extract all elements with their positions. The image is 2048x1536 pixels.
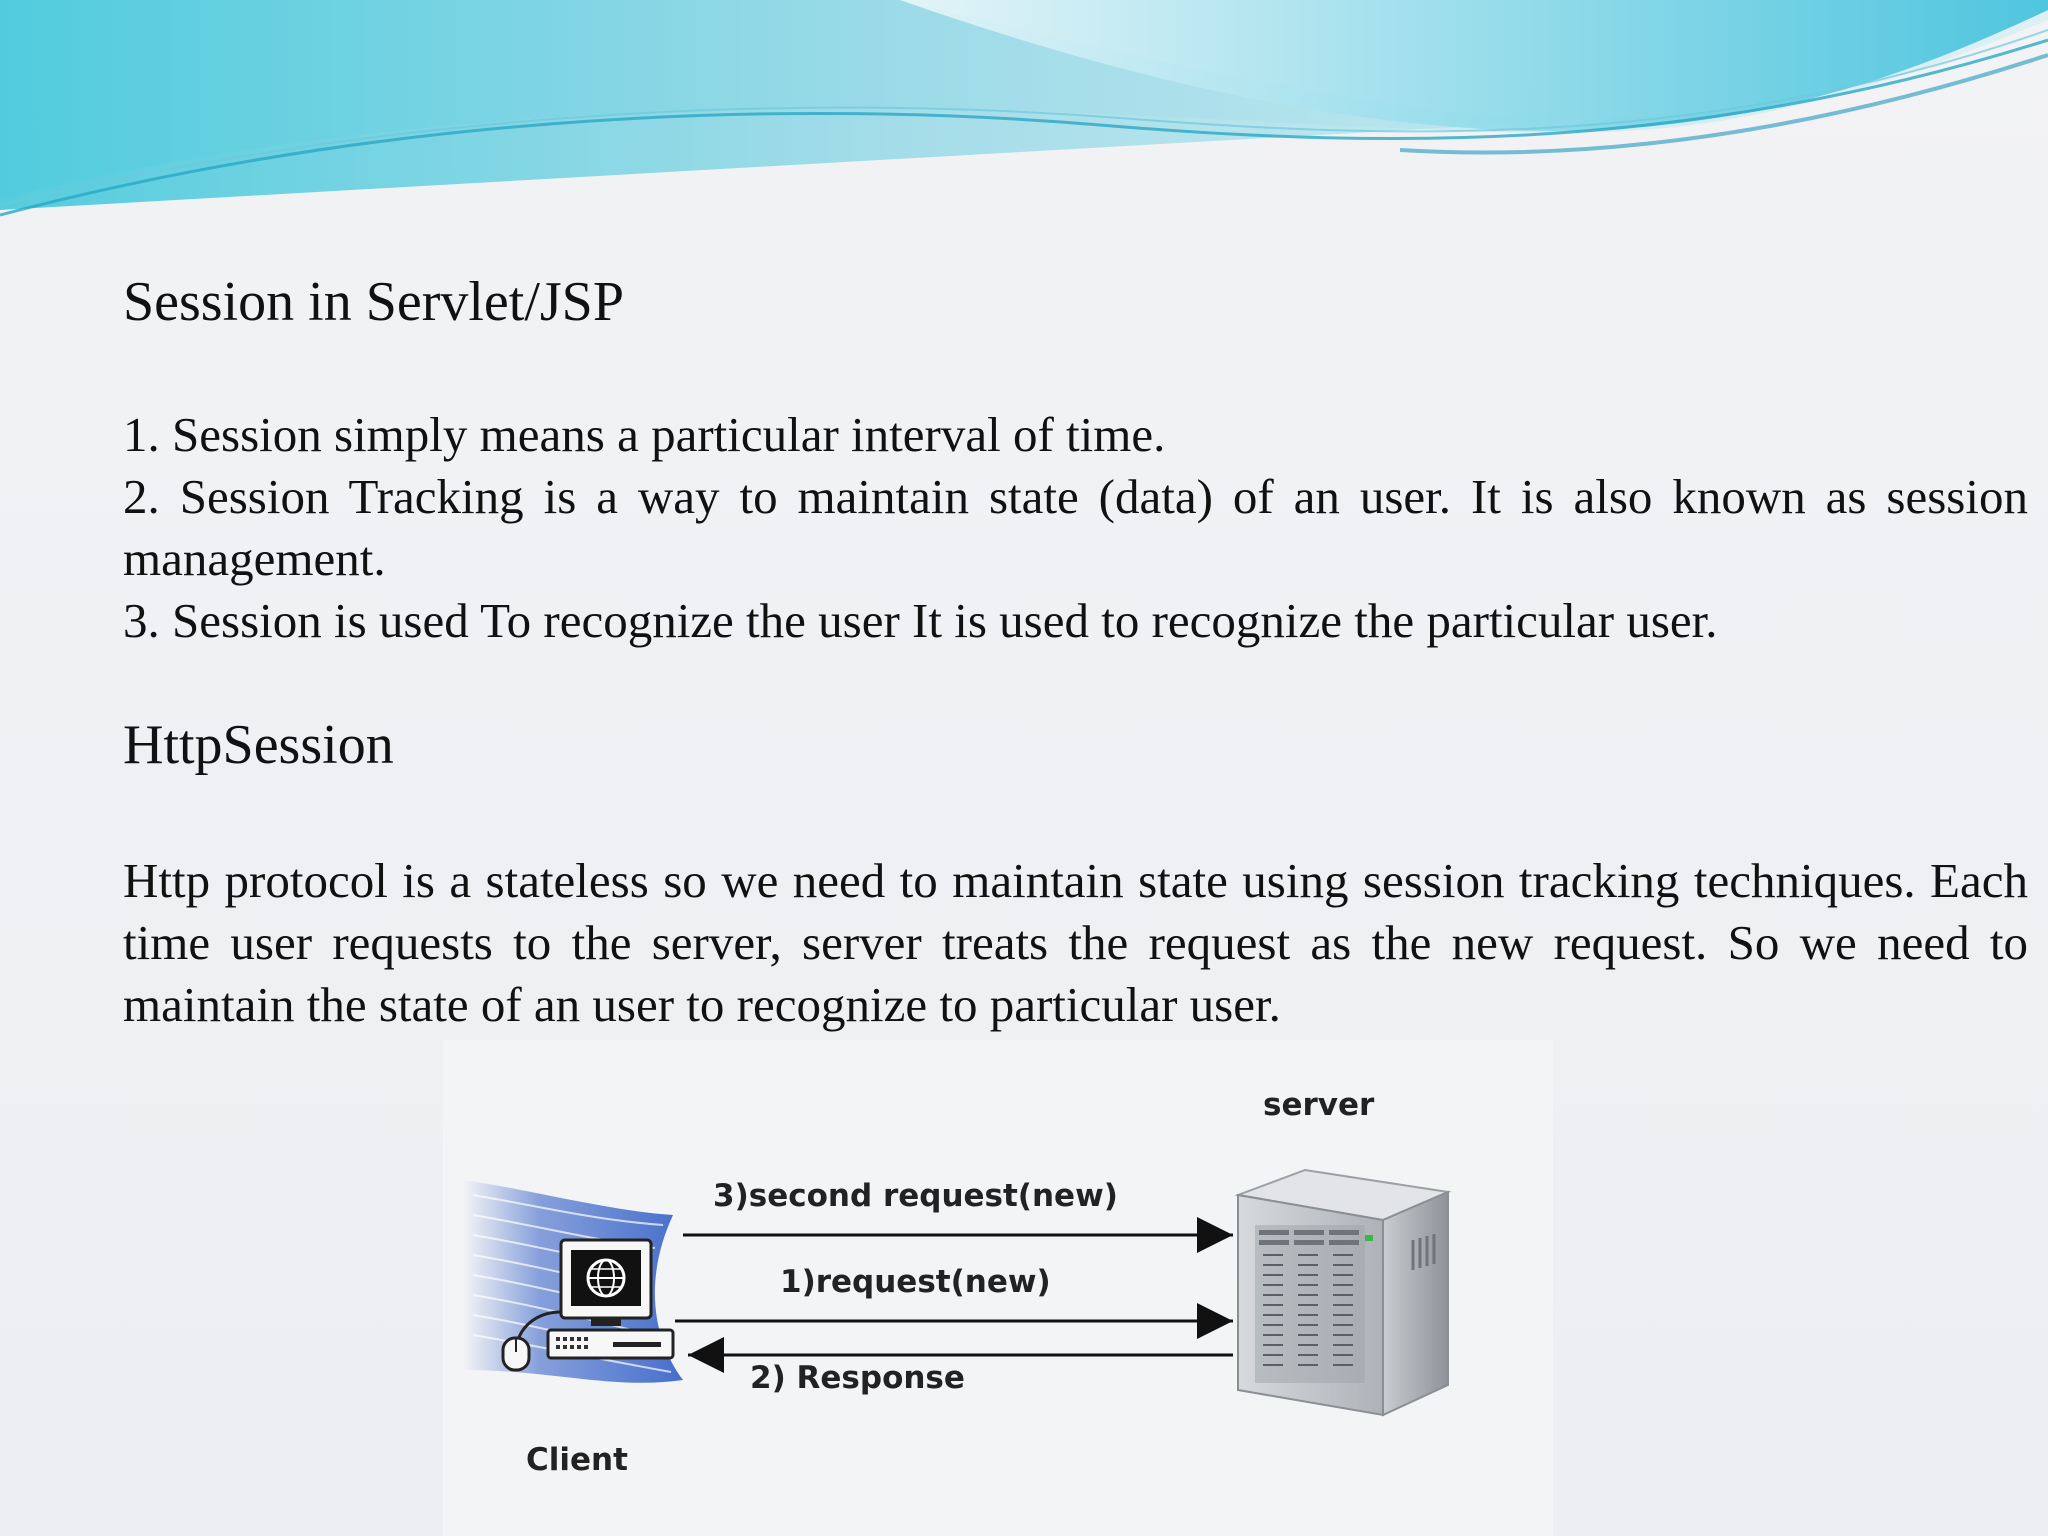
arrow-second-request-label: 3)second request(new)	[713, 1178, 1118, 1214]
point-3: 3. Session is used To recognize the user It is used to recognize the particular user.	[123, 593, 1718, 648]
point-1: 1. Session simply means a particular interval of time.	[123, 407, 1166, 462]
session-diagram	[443, 1040, 1553, 1536]
paragraph: Http protocol is a stateless so we need to maintain state using session tracking techniques. Each time user requests to the server, server treats the request as the new request. So we need to maintain the state of an user to recognize to particular user.	[123, 853, 2028, 1032]
slide-title: Session in Servlet/JSP	[123, 271, 624, 333]
server-label: server	[1263, 1087, 1375, 1123]
point-2: 2. Session Tracking is a way to maintain state (data) of an user. It is also known as session management.	[123, 469, 2028, 586]
server-tower-icon	[1238, 1170, 1448, 1415]
client-label: Client	[526, 1442, 628, 1478]
subheading: HttpSession	[123, 714, 394, 776]
header-wave-decoration	[0, 0, 2048, 240]
arrow-response-label: 2) Response	[750, 1360, 965, 1396]
globe-monitor-icon	[561, 1240, 651, 1326]
keyboard-icon	[548, 1330, 673, 1358]
arrow-request-label: 1)request(new)	[780, 1264, 1051, 1300]
